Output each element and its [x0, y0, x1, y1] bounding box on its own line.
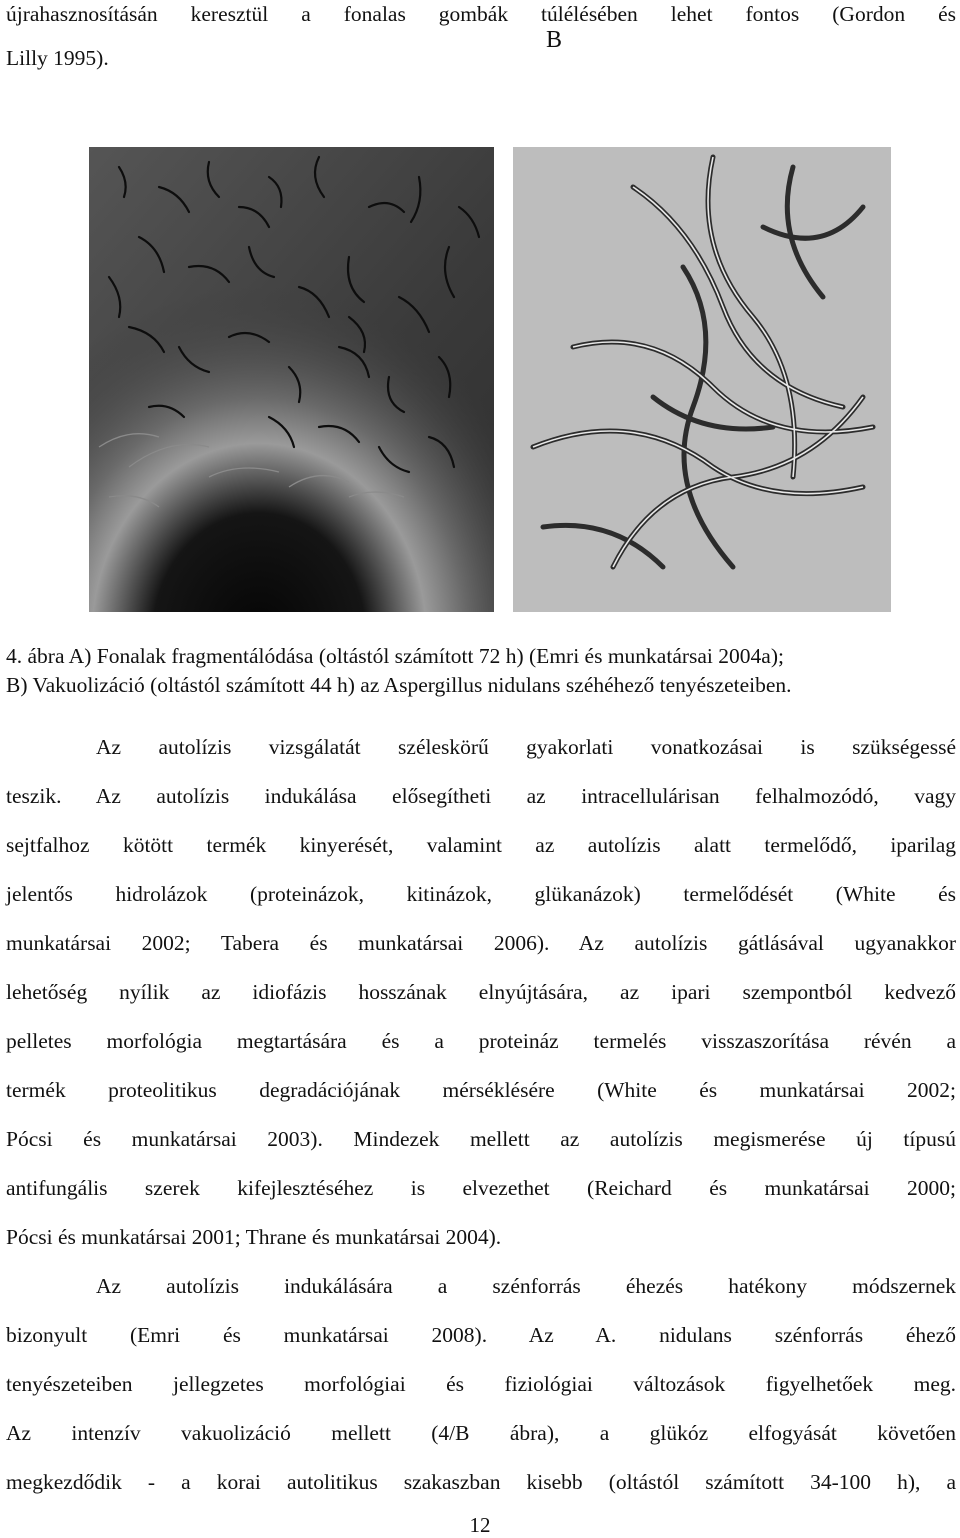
figure-caption-line-1: 4. ábra A) Fonalak fragmentálódása (oltástól számított 72 h) (Emri és munkatársai 2004a);	[6, 644, 784, 668]
paragraph1-line-9: Pócsi és munkatársai 2003). Mindezek mellett az autolízis megismerése új típusú	[6, 1127, 956, 1151]
paragraph2-line-5: megkezdődik - a korai autolitikus szakaszban kisebb (oltástól számított 34-100 h), a	[6, 1470, 956, 1494]
paragraph1-line-7: pelletes morfológia megtartására és a proteináz termelés visszaszorítása révén a	[6, 1029, 956, 1053]
paragraph1-line-3: sejtfalhoz kötött termék kinyerését, valamint az autolízis alatt termelődő, iparilag	[6, 833, 956, 857]
paragraph2-line-1: Az autolízis indukálására a szénforrás éhezés hatékony módszernek	[96, 1274, 956, 1298]
figure-photo-a	[89, 147, 494, 612]
paragraph1-line-1: Az autolízis vizsgálatát széleskörű gyakorlati vonatkozásai is szükségessé	[96, 735, 956, 759]
paragraph1-line-8: termék proteolitikus degradációjának mérséklésére (White és munkatársai 2002;	[6, 1078, 956, 1102]
panel-label-b: B	[546, 27, 563, 53]
paragraph1-line-10: antifungális szerek kifejlesztéséhez is elvezethet (Reichard és munkatársai 2000;	[6, 1176, 956, 1200]
figure-caption-line-2: B) Vakuolizáció (oltástól számított 44 h) az Aspergillus nidulans széhéhező tenyészeteiben.	[6, 673, 792, 697]
paragraph1-line-4: jelentős hidrolázok (proteinázok, kitinázok, glükanázok) termelődését (White és	[6, 882, 956, 906]
paragraph2-line-4: Az intenzív vakuolizáció mellett (4/B ábra), a glükóz elfogyását követően	[6, 1421, 956, 1445]
page-number: 12	[469, 1513, 491, 1537]
figure-photo-b	[513, 147, 891, 612]
panel-label-a: A	[124, 27, 142, 53]
intro-line-1: újrahasznosításán keresztül a fonalas gombák túlélésében lehet fontos (Gordon és	[6, 2, 956, 26]
paragraph1-line-5: munkatársai 2002; Tabera és munkatársai 2006). Az autolízis gátlásával ugyanakkor	[6, 931, 956, 955]
paragraph2-line-2: bizonyult (Emri és munkatársai 2008). Az A. nidulans szénforrás éhező	[6, 1323, 956, 1347]
paragraph1-line-6: lehetőség nyílik az idiofázis hosszának elnyújtására, az ipari szempontból kedvező	[6, 980, 956, 1004]
paragraph2-line-3: tenyészeteiben jellegzetes morfológiai és fiziológiai változások figyelhetőek meg.	[6, 1372, 956, 1396]
paragraph1-line-2: teszik. Az autolízis indukálása elősegítheti az intracellulárisan felhalmozódó, vagy	[6, 784, 956, 808]
intro-line-2: Lilly 1995).	[6, 46, 109, 70]
paragraph1-line-11: Pócsi és munkatársai 2001; Thrane és munkatársai 2004).	[6, 1225, 502, 1249]
